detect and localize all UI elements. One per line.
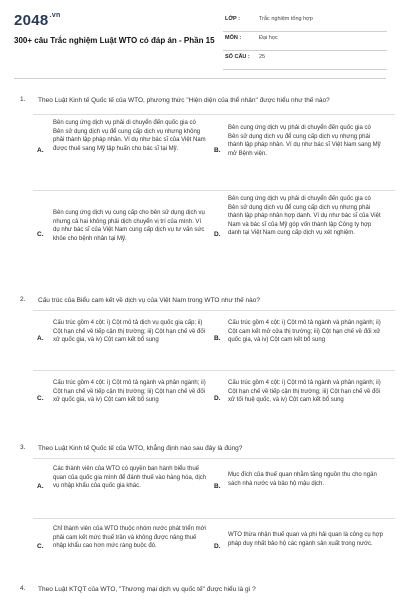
option-d[interactable] <box>210 518 395 574</box>
option-letter: A. <box>37 147 44 154</box>
option-text: Bên cung ứng dịch vụ phải di chuyển đến quốc gia có Bên sử dụng dịch vụ để cung cấp dịch vụ nhưng phải thành lập pháp nhân hợp danh. Ví dụ như bác sĩ của Việt Nam và bác sĩ của Mỹ góp vốn thành lập Công ty hợp danh tại Việt Nam cung cấp dịch vụ xét nghiệm. <box>228 196 381 237</box>
option-letter: D. <box>214 395 221 402</box>
option-letter: C. <box>37 231 44 238</box>
option-letter: D. <box>214 231 221 238</box>
option-text: Chỉ thành viên của WTO thuộc nhóm nước phát triển mới phải cam kết mức thuế trần và không được nâng thuế nhập khẩu cao hơn mức ràng buộc đó. <box>53 526 206 550</box>
option-text: Mục đích của thuế quan nhằm tăng nguồn thu cho ngân sách nhà nước và bảo hộ mậu dịch. <box>228 472 377 487</box>
question-number: 4. <box>20 585 26 592</box>
meta-row-class <box>223 13 387 32</box>
question-number: 1. <box>20 96 26 103</box>
option-text: Các thành viên của WTO có quyền ban hành biểu thuế quan của quốc gia mình để đánh thuế vào hàng hóa, dịch vụ nhập khẩu của quốc gia khác. <box>53 466 207 490</box>
question-text: Theo Luật Kinh tế Quốc tế của WTO, phương thức "Hiện diện của thể nhân" được hiểu như thế nào? <box>38 97 330 104</box>
meta-value: Đại học <box>259 35 278 41</box>
option-c[interactable] <box>33 518 218 574</box>
question-text: Theo Luật KTQT của WTO, "Thương mại dịch vụ quốc tế" được hiểu là gì ? <box>38 586 256 593</box>
option-text: Bên cung ứng dịch vụ phải di chuyển đến quốc gia có Bên sử dụng dịch vụ để cung cấp dịch vụ nhưng không phải thành lập pháp nhân. Ví dụ như bác sĩ của Việt Nam được thuê sang Mỹ tập huấn cho bác sĩ tại Mỹ. <box>53 120 206 152</box>
question-number: 2. <box>20 296 26 303</box>
meta-label: MÔN : <box>225 35 242 41</box>
header-divider <box>14 78 386 79</box>
meta-label: SỐ CÂU : <box>225 54 250 60</box>
option-letter: B. <box>214 483 221 490</box>
meta-value: Trắc nghiệm tổng hợp <box>259 16 313 22</box>
option-d[interactable] <box>210 190 395 274</box>
option-letter: B. <box>214 147 221 154</box>
logo-suffix: .vn <box>49 12 61 19</box>
meta-row-subject <box>223 32 387 51</box>
question-number: 3. <box>20 444 26 451</box>
option-b[interactable] <box>210 114 395 188</box>
option-letter: A. <box>37 483 44 490</box>
header <box>0 0 400 72</box>
option-b[interactable] <box>210 458 395 516</box>
option-text: Bên cung ứng dịch vụ phải di chuyển đến quốc gia có Bên sử dụng dịch vụ để cung cấp dịch vụ nhưng phải thành lập pháp nhân. Ví dụ như bác sĩ Việt Nam sang Mỹ mở Bệnh viện. <box>228 125 381 157</box>
option-text: Cấu trúc gồm 4 cột: i) Cột mô tả ngành và phân ngành; ii) Cột cam kết mở cửa thị trường; iii) Cột hạn chế về đối xử quốc gia, và iv) Cột cam kết bổ sung <box>228 320 381 344</box>
option-letter: D. <box>214 543 221 550</box>
site-logo[interactable] <box>14 12 61 29</box>
question-text: Theo Luật Kinh tế Quốc tế của WTO, khẳng định nào sau đây là đúng? <box>38 445 243 452</box>
meta-row-count <box>223 51 387 70</box>
question-text: Cấu trúc của Biểu cam kết về dịch vụ của Việt Nam trong WTO như thế nào? <box>38 297 260 304</box>
option-c[interactable] <box>33 370 218 430</box>
option-text: WTO thừa nhận thuế quan và phi hải quan là công cụ hợp pháp duy nhất bảo hộ các ngành sản xuất trong nước. <box>228 532 383 547</box>
option-letter: C. <box>37 543 44 550</box>
option-a[interactable] <box>33 310 218 368</box>
option-text: Cấu trúc gồm 4 cột: i) Cột mô tả dịch vụ quốc gia cấp; ii) Cột hạn chế về tiếp cận thị trường; iii) Cột hạn chế về đối xử quốc gia, và iv) Cột cam kết bổ sung <box>53 320 206 344</box>
option-letter: B. <box>214 335 221 342</box>
option-text: Bên cung ứng dịch vụ cung cấp cho bên sử dụng dịch vụ nhưng cả hai không phải dịch chuyển vị trí của mình. Ví dụ như bác sĩ của Việt Nam cung cấp dịch vụ tư vấn sức khỏe cho bệnh nhân tại Mỹ. <box>53 210 205 242</box>
document-title: 300+ câu Trắc nghiệm Luật WTO có đáp án - Phần 15 <box>14 36 215 45</box>
option-d[interactable] <box>210 370 395 430</box>
meta-value: 25 <box>259 54 266 60</box>
option-a[interactable] <box>33 114 218 188</box>
meta-table <box>223 13 387 70</box>
option-b[interactable] <box>210 310 395 368</box>
logo-text: 2048 <box>14 12 49 29</box>
option-a[interactable] <box>33 458 218 516</box>
option-text: Cấu trúc gồm 4 cột: i) Cột mô tả ngành và phân ngành; ii) Cột hạn chế về tiếp cận thị trường; iii) Cột hạn chế về đối xử quốc gia, và iv) Cột cam kết bổ sung <box>53 380 206 404</box>
meta-label: LỚP : <box>225 16 240 22</box>
option-c[interactable] <box>33 190 218 274</box>
option-letter: C. <box>37 395 44 402</box>
option-text: Cấu trúc gồm 4 cột: i) Cột mô tả ngành và phân ngành; ii) Cột hạn chế về tiếp cận thị trường; iii) Cột hạn chế về đối xử tối huệ quốc, và iv) Cột cam kết bổ sung <box>228 380 381 404</box>
option-letter: A. <box>37 335 44 342</box>
